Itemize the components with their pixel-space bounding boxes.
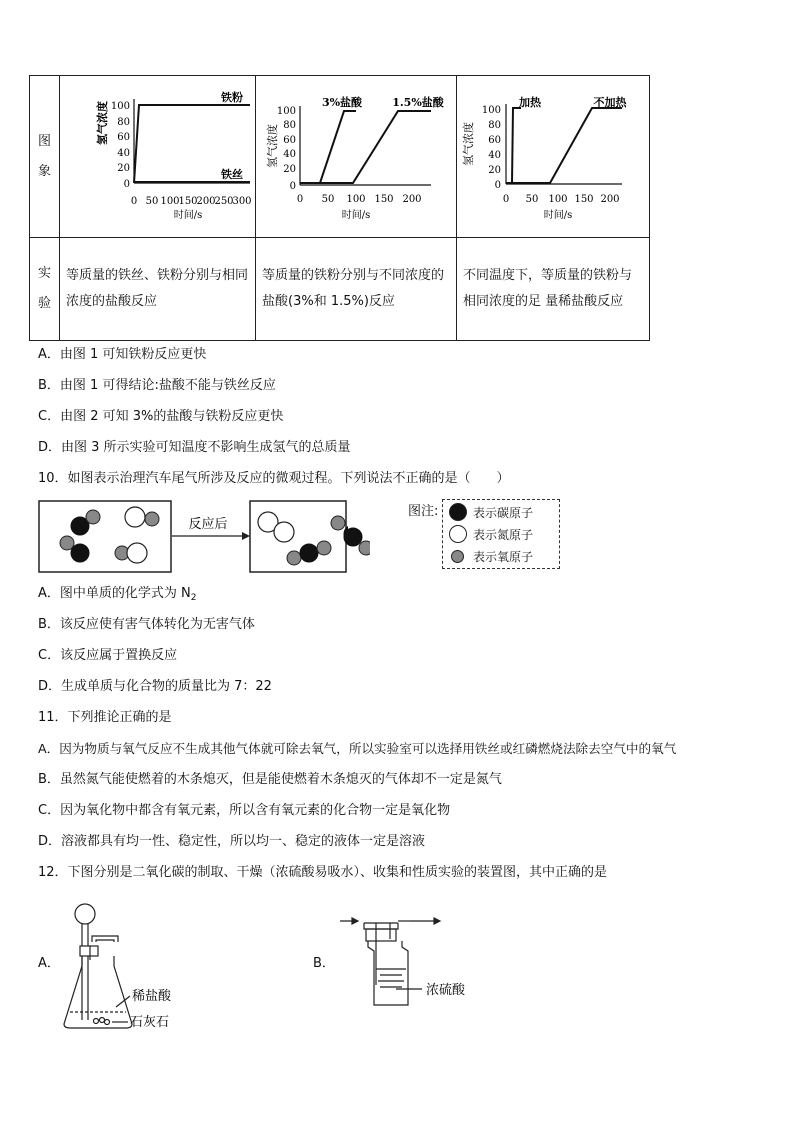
legend-label: 表示氧原子 — [473, 550, 534, 564]
q10-option-c: C．该反应属于置换反应 — [38, 648, 178, 663]
q12-stem: 12．下图分别是二氧化碳的制取、干燥（浓硫酸易吸水）、收集和性质实验的装置图，其中正确的是 — [38, 865, 608, 880]
ytick: 80 — [283, 120, 296, 131]
xtick: 0 — [130, 196, 138, 207]
legend-label: 表示碳原子 — [473, 505, 534, 520]
row-label-char: 验 — [37, 296, 51, 311]
experiment-2: 等质量的铁粉分别与不同浓度的盐酸(3%和 1.5%)反应 — [256, 238, 457, 341]
line-label: 铁丝 — [221, 168, 243, 181]
row-label-experiment — [30, 238, 60, 341]
carbon-atom — [344, 528, 362, 546]
graph-ylabel: 氢气浓度 — [266, 124, 279, 168]
row-label-char: 图 — [37, 133, 51, 149]
annotation-dilute-hcl: 稀盐酸 — [132, 989, 172, 1004]
graph-xlabel: 时间/s — [173, 210, 203, 221]
ytick: 60 — [283, 135, 296, 146]
legend-item-carbon — [449, 503, 533, 521]
ytick: 100 — [110, 101, 130, 112]
line-label: 加热 — [519, 96, 541, 109]
nitrogen-atom — [125, 507, 145, 527]
line-label: 1.5%盐酸 — [392, 96, 444, 109]
q11-option-c: C．因为氧化物中都含有氧元素，所以含有氧元素的化合物一定是氧化物 — [38, 803, 451, 818]
ytick: 40 — [283, 149, 296, 160]
oxygen-atom — [287, 551, 301, 565]
ytick: 0 — [289, 181, 296, 192]
ytick: 100 — [276, 106, 296, 117]
annotation-limestone: 石灰石 — [130, 1015, 170, 1030]
nitrogen-atom — [274, 522, 294, 542]
q12-option-b-label: B． — [313, 956, 335, 971]
q11-stem: 11．下列推论正确的是 — [38, 710, 172, 725]
line-label: 3%盐酸 — [321, 96, 363, 109]
carbon-atom — [71, 544, 89, 562]
experiment-1: 等质量的铁丝、铁粉分别与相同浓度的盐酸反应 — [60, 238, 256, 341]
legend-label: 表示氮原子 — [473, 527, 534, 542]
graph-xlabel: 时间/s — [341, 210, 371, 221]
q9-option-a: A．由图 1 可知铁粉反应更快 — [38, 347, 207, 362]
curve-unheated — [512, 108, 622, 183]
graph-2 — [256, 76, 456, 233]
graph-cell-2 — [256, 76, 457, 238]
line-label: 铁粉 — [221, 91, 243, 104]
oxygen-atom — [60, 536, 74, 550]
row-label-graph — [30, 76, 60, 238]
reaction-diagram — [38, 498, 348, 576]
xtick: 50 — [525, 194, 539, 205]
ytick: 100 — [481, 105, 501, 116]
q10-option-b: B．该反应使有害气体转化为无害气体 — [38, 617, 255, 632]
legend-box — [442, 499, 560, 569]
xtick: 0 — [296, 194, 304, 205]
q11-option-b: B．虽然氮气能使燃着的木条熄灭，但是能使燃着木条熄灭的气体却不一定是氮气 — [38, 772, 502, 787]
xtick: 150 — [178, 196, 198, 207]
xtick: 250 — [214, 196, 234, 207]
oxygen-atom — [359, 541, 370, 555]
graph-3 — [457, 76, 649, 233]
legend-title: 图注: — [408, 504, 439, 519]
graph-ylabel: 氢气浓度 — [96, 101, 109, 145]
xtick: 200 — [402, 194, 422, 205]
ytick: 20 — [283, 164, 296, 175]
carbon-atom — [300, 544, 318, 562]
xtick: 150 — [374, 194, 394, 205]
oxygen-atom-icon — [451, 550, 464, 563]
oxygen-atom — [317, 541, 331, 555]
ytick: 60 — [117, 132, 130, 143]
q10-option-a — [38, 586, 197, 606]
row-label-char: 实 — [37, 266, 51, 281]
xtick: 200 — [600, 194, 620, 205]
graph-1 — [60, 76, 255, 233]
xtick: 100 — [548, 194, 568, 205]
graph-cell-1 — [60, 76, 256, 238]
xtick: 50 — [321, 194, 335, 205]
q10-stem: 10．如图表示治理汽车尾气所涉及反应的微观过程。下列说法不正确的是（ ） — [38, 471, 510, 486]
experiment-table — [29, 75, 650, 341]
q12-option-a-label: A． — [38, 956, 60, 971]
subscript: 2 — [190, 593, 197, 603]
curve-heated — [506, 108, 521, 183]
carbon-atom-icon — [449, 503, 467, 521]
graph-ylabel: 氢气浓度 — [462, 122, 475, 166]
xtick: 0 — [502, 194, 510, 205]
ytick: 80 — [117, 117, 130, 128]
annotation-conc-sulfuric: 浓硫酸 — [426, 983, 466, 998]
q9-option-c: C．由图 2 可知 3%的盐酸与铁粉反应更快 — [38, 409, 284, 424]
xtick: 100 — [160, 196, 180, 207]
xtick: 50 — [145, 196, 159, 207]
nitrogen-atom — [127, 543, 147, 563]
ytick: 20 — [488, 165, 501, 176]
ytick: 20 — [117, 163, 130, 174]
ytick: 0 — [123, 179, 130, 190]
xtick: 150 — [574, 194, 594, 205]
legend-item-oxygen — [449, 548, 533, 565]
ytick: 60 — [488, 135, 501, 146]
q11-option-a: A．因为物质与氧气反应不生成其他气体就可除去氧气，所以实验室可以选择用铁丝或红磷燃烧法除去空气中的氧气 — [38, 741, 677, 756]
curve-3pct — [300, 111, 356, 183]
q9-option-b: B．由图 1 可得结论:盐酸不能与铁丝反应 — [38, 378, 276, 393]
q10-option-d: D．生成单质与化合物的质量比为 7：22 — [38, 679, 272, 694]
ytick: 40 — [488, 150, 501, 161]
curve-1.5pct — [320, 111, 431, 183]
xtick: 200 — [196, 196, 216, 207]
graph-cell-3 — [457, 76, 650, 238]
row-label-char: 象 — [37, 163, 51, 179]
reaction-diagram-overflow — [330, 516, 370, 566]
xtick: 300 — [232, 196, 252, 207]
nitrogen-atom-icon — [449, 525, 467, 543]
ytick: 40 — [117, 148, 130, 159]
apparatus-b — [336, 915, 496, 1015]
ytick: 0 — [494, 180, 501, 191]
q11-option-d: D．溶液都具有均一性、稳定性，所以均一、稳定的液体一定是溶液 — [38, 834, 426, 849]
apparatus-a — [60, 898, 190, 1033]
q9-option-d: D．由图 3 所示实验可知温度不影响生成氢气的总质量 — [38, 440, 351, 455]
oxygen-atom — [86, 510, 100, 524]
arrow-label: 反应后 — [188, 517, 228, 532]
q10-option-a-text: A．图中单质的化学式为 N — [38, 586, 191, 601]
graph-xlabel: 时间/s — [543, 210, 573, 221]
experiment-3: 不同温度下，等质量的铁粉与相同浓度的足 量稀盐酸反应 — [457, 238, 650, 341]
line-label: 不加热 — [593, 96, 627, 109]
oxygen-atom — [145, 512, 159, 526]
xtick: 100 — [346, 194, 366, 205]
ytick: 80 — [488, 120, 501, 131]
legend-item-nitrogen — [449, 525, 533, 543]
